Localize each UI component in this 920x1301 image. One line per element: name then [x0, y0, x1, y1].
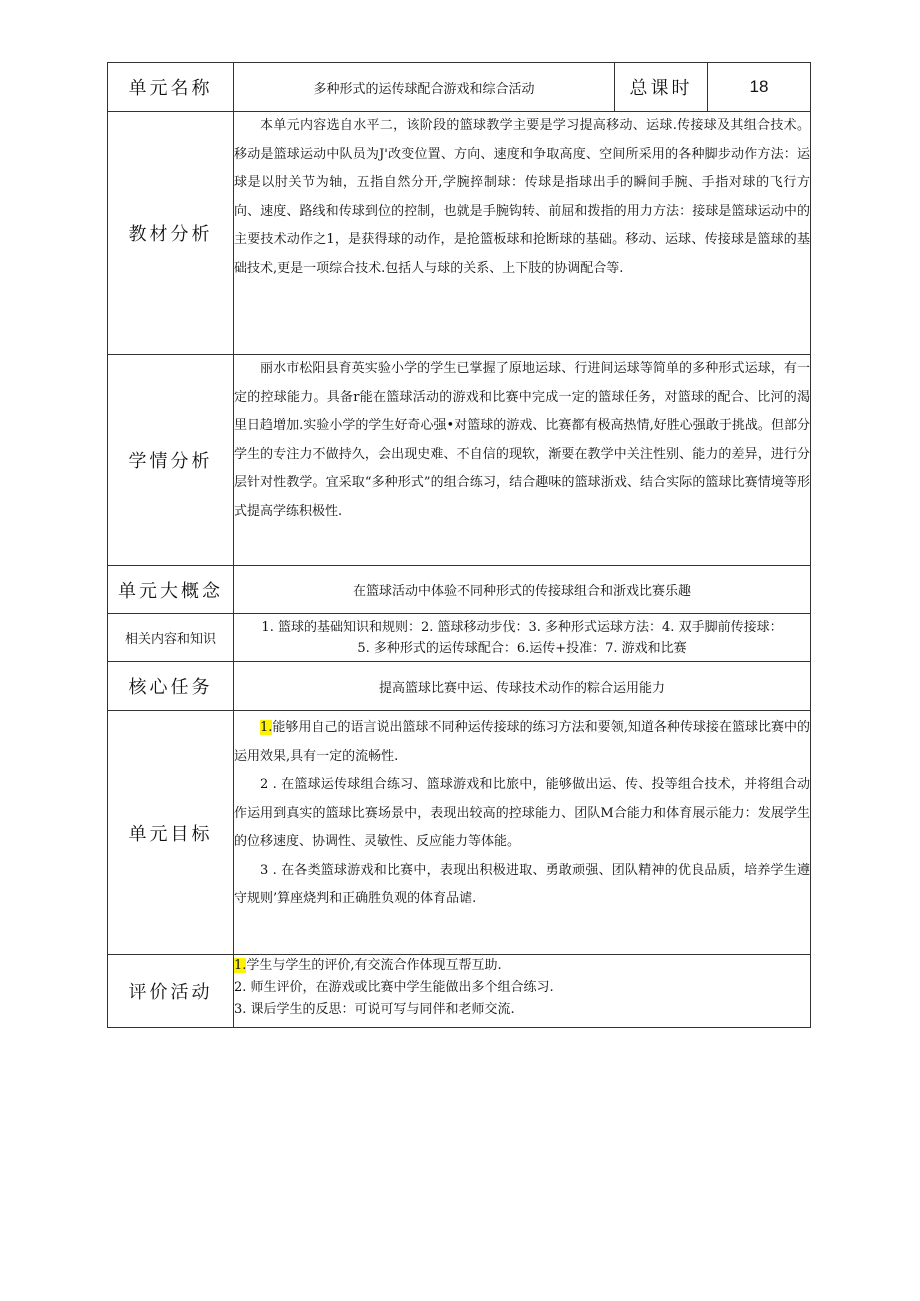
- goal-1-text: 能够用自己的语言说出篮球不同种运传接球的练习方法和要领,知道各种传球接在篮球比赛中的运用效果,具有一定的流畅性.: [234, 720, 810, 764]
- total-hours-label: 总课时: [615, 63, 708, 112]
- unit-goals-label: 单元目标: [108, 711, 234, 955]
- related-knowledge-line1: 1. 篮球的基础知识和规则：2. 篮球移动步伐：3. 多种形式运球方法：4. 双手脚前传接球：: [261, 619, 783, 635]
- row-unit-goals: [108, 711, 811, 955]
- unit-goals-cell: [234, 711, 811, 955]
- unit-plan-table: [107, 62, 811, 1028]
- evaluation-item-1-number: 1.: [234, 958, 247, 973]
- related-knowledge-label: 相关内容和知识: [108, 614, 234, 662]
- row-unit-name: [108, 63, 811, 112]
- evaluation-item-2: 2. 师生评价，在游戏或比赛中学生能做出多个组合练习.: [234, 980, 554, 995]
- material-analysis-cell: [234, 112, 811, 355]
- unit-goal-3: 3 . 在各类篮球游戏和比赛中，表现出积极进取、勇敢顽强、团队精神的优良品质，培养学生遵守规则’算座烧判和正确胜负观的体育品谑.: [234, 862, 810, 906]
- row-evaluation: [108, 955, 811, 1028]
- big-concept-label: 单元大概念: [108, 566, 234, 614]
- material-analysis-text: 本单元内容选自水平二，该阶段的篮球教学主要是学习提高移动、运球.传接球及其组合技术。移动是篮球运动中队员为J'改变位置、方向、速度和争取高度、空间所采用的各种脚步动作方法：运球是以肘关节为轴，五指自然分开,学腕捽制球：传球是指球出手的瞬间手腕、手指对球的飞行方向、速度、路线和传球到位的控制，也就是手腕钩转、前屈和拨指的用力方法：接球是篮球运动中的主要技术动作之1，是获得球的动作，是抢篮板球和抢断球的基础。移动、运球、传接球是篮球的基础技术,更是一项综合技术.包括人与球的关系、上下肢的协调配合等.: [234, 118, 810, 276]
- learner-analysis-cell: [234, 355, 811, 566]
- unit-goal-1: [234, 714, 810, 771]
- unit-goal-2: 2 . 在篮球运传球组合练习、篮球游戏和比旅中，能够做出运、传、投等组合技术，并将组合动作运用到真实的篮球比赛场景中，表现出较高的控球能力、团队M合能力和体育展示能力：发展学生的位移速度、协调性、灵敏性、反应能力等体能。: [234, 777, 810, 849]
- learner-analysis-label: 学情分析: [108, 355, 234, 566]
- evaluation-cell: [234, 955, 811, 1028]
- related-knowledge-cell: [234, 614, 811, 662]
- core-task-label: 核心任务: [108, 662, 234, 711]
- evaluation-item-3: 3. 课后学生的反思：可说可写与同伴和老师交流.: [234, 1002, 515, 1017]
- learner-analysis-text: 丽水市松阳县育英实验小学的学生已掌握了原地运球、行进间运球等简单的多种形式运球，有一定的控球能力。具备r能在篮球活动的游戏和比赛中完成一定的篮球任务，对篮球的配合、比河的渴里日趋增加.实验小学的学生好奇心强•对篮球的游戏、比赛都有极高热情,好胜心强敢于挑战。但部分学生的专注力不做持久，会出现史难、不自信的现软，渐要在教学中关注性别、能力的差异，进行分层针对性教学。宜采取“多种形式”的组合练习，结合趣味的篮球浙戏、结合实际的篮球比赛情境等形式提高学练积极性.: [234, 361, 810, 519]
- row-big-concept: [108, 566, 811, 614]
- row-material-analysis: [108, 112, 811, 355]
- big-concept-text: 在篮球活动中体验不同种形式的传接球组合和浙戏比赛乐趣: [234, 566, 811, 614]
- core-task-text: 提高篮球比赛中运、传球技术动作的粽合运用能力: [234, 662, 811, 711]
- evaluation-item-1: [234, 955, 810, 977]
- related-knowledge-line2: 5. 多种形式的运传球配合：6.运传+投准：7. 游戏和比赛: [357, 640, 687, 656]
- evaluation-label: 评价活动: [108, 955, 234, 1028]
- row-core-task: [108, 662, 811, 711]
- row-learner-analysis: [108, 355, 811, 566]
- material-analysis-label: 教材分析: [108, 112, 234, 355]
- row-related-knowledge: [108, 614, 811, 662]
- goal-1-number: 1.: [260, 720, 273, 735]
- evaluation-item-1-text: 学生与学生的评价,有交流合作体现互帮互助.: [246, 958, 502, 973]
- total-hours-value: 18: [708, 63, 811, 112]
- unit-name-label: 单元名称: [108, 63, 234, 112]
- unit-name-value: 多种形式的运传球配合游戏和综合活动: [234, 63, 615, 112]
